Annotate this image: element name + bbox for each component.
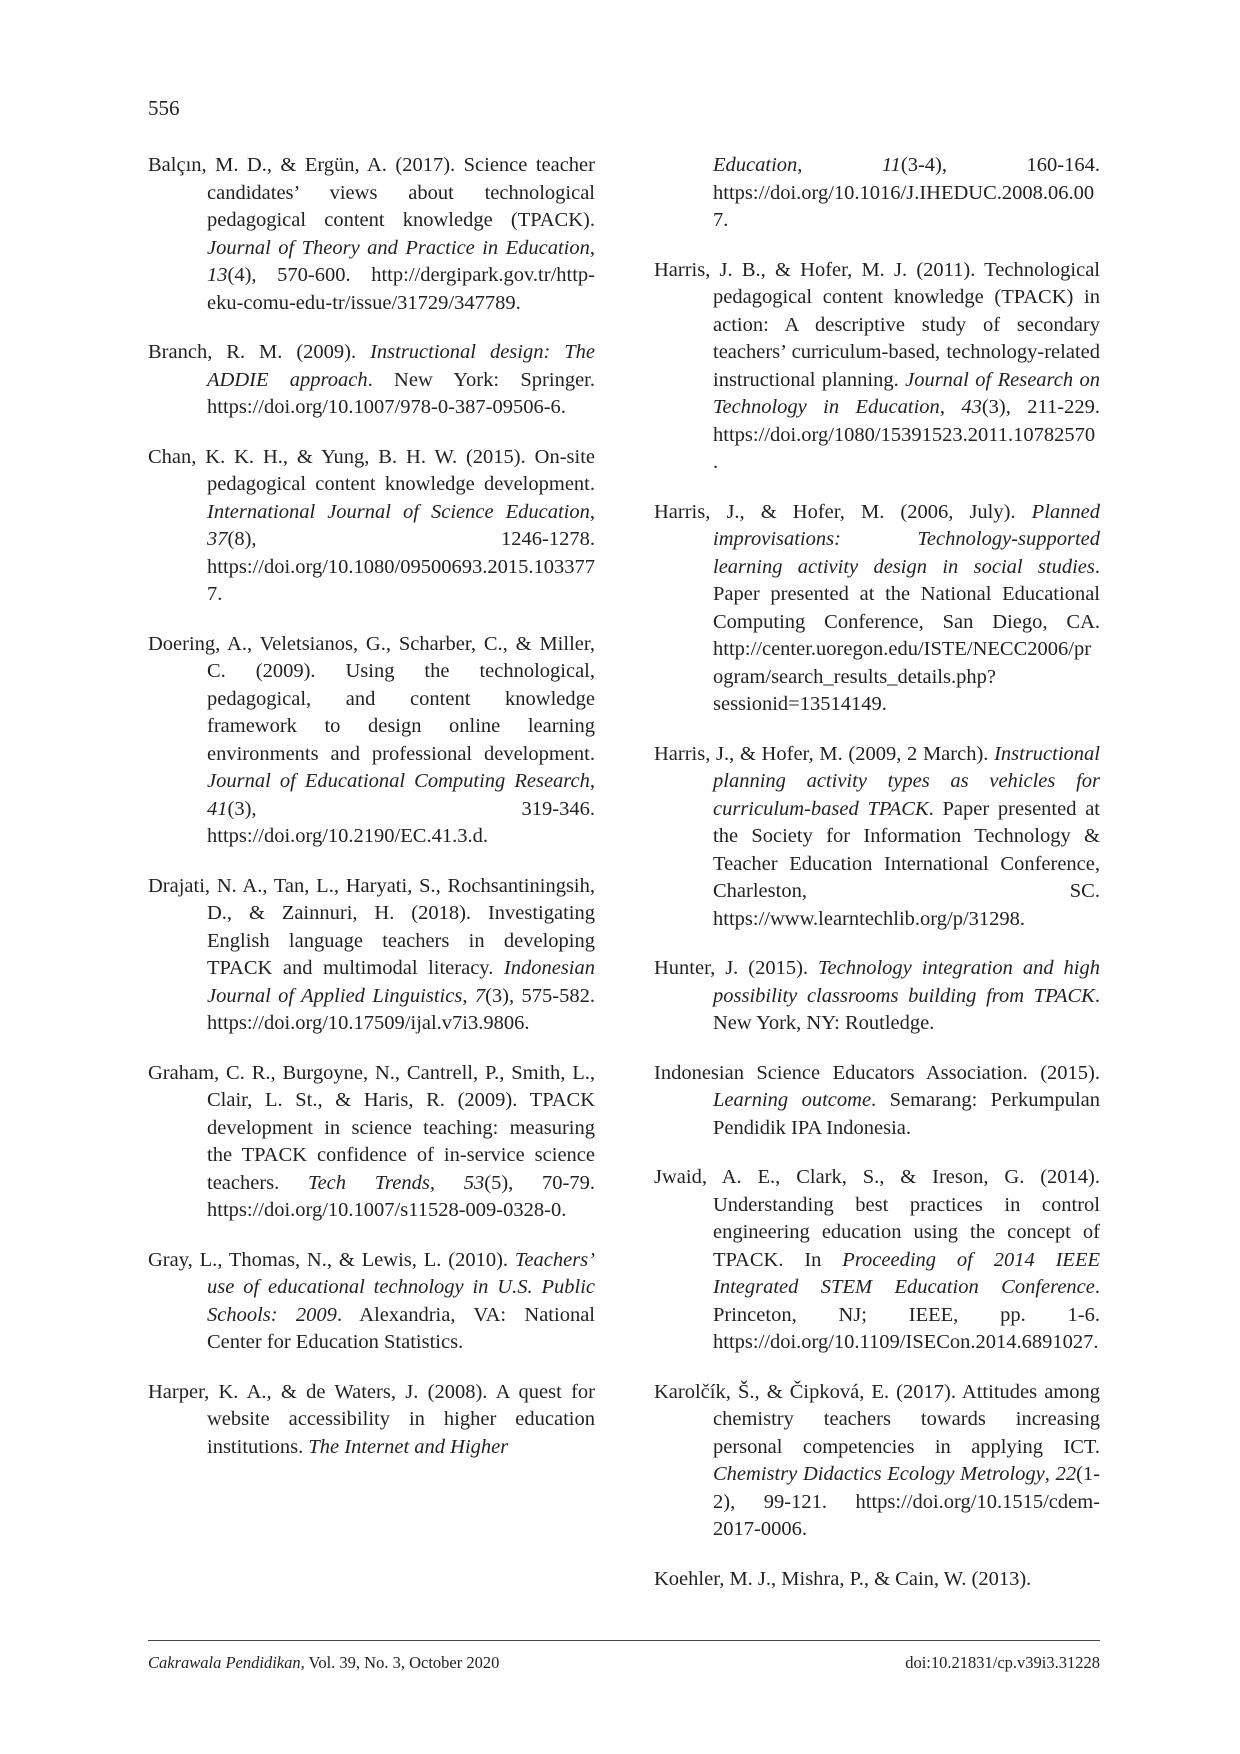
reference-italic-text: Proceeding of 2014 IEEE Integrated STEM Education Conference — [713, 1248, 1101, 1298]
reference-entry — [148, 444, 595, 609]
reference-italic-text: 7 — [474, 984, 486, 1007]
reference-text: Jwaid, A. E., Clark, S., & Ireson, G. (2014). Understanding best practices in control engineering education using the concept of TPACK. In — [654, 1166, 1100, 1271]
reference-text: Karolčík, Š., & Čipková, E. (2017). Attitudes among chemistry teachers towards increasing personal competencies in applying ICT. — [654, 1380, 1100, 1458]
reference-entry — [148, 1247, 595, 1357]
reference-text: Chan, K. K. H., & Yung, B. H. W. (2015). On-site pedagogical content knowledge development. — [148, 445, 595, 495]
reference-text: , — [589, 770, 595, 792]
reference-italic-text: 11 — [881, 154, 901, 176]
reference-italic-text: 37 — [207, 528, 228, 550]
reference-italic-text: 13 — [207, 264, 228, 286]
footer-divider — [148, 1640, 1100, 1641]
reference-text: (5), 70-79. https://doi.org/10.1007/s11528-009-0328-0. — [207, 1171, 595, 1221]
reference-text: Harris, J. B., & Hofer, M. J. (2011). Technological pedagogical content knowledge (TPACK) in action: A descriptive study of secondary teachers’ curriculum-based, technology-related instructional planning. — [654, 258, 1100, 391]
reference-text: Indonesian Science Educators Association. (2015). — [654, 1061, 1100, 1084]
reference-text: . Semarang: Perkumpulan Pendidik IPA Indonesia. — [713, 1089, 1100, 1139]
reference-text: (8), 1246-1278. https://doi.org/10.1080/09500693.2015.1033777. — [207, 528, 595, 605]
reference-italic-text: International Journal of Science Education — [207, 500, 590, 523]
reference-entry — [148, 1060, 595, 1225]
reference-italic-text: Journal of Educational Computing Research — [207, 770, 590, 792]
reference-italic-text: 41 — [207, 797, 228, 820]
reference-italic-text: Technology integration and high possibility classrooms building from TPACK — [713, 957, 1100, 1007]
reference-text: . Princeton, NJ; IEEE, pp. 1-6. https://doi.org/10.1109/ISECon.2014.6891027. — [713, 1276, 1100, 1353]
reference-entry-continued — [654, 152, 1100, 235]
footer-journal-citation — [148, 1652, 499, 1674]
reference-italic-text: The Internet and Higher — [308, 1435, 509, 1458]
reference-entry — [148, 631, 595, 851]
reference-entry — [654, 1164, 1100, 1357]
reference-text: . Alexandria, VA: National Center for Education Statistics. — [207, 1303, 595, 1353]
reference-entry — [148, 1379, 595, 1462]
reference-text: Harper, K. A., & de Waters, J. (2008). A quest for website accessibility in higher education institutions. — [148, 1380, 595, 1458]
reference-entry — [654, 741, 1100, 934]
reference-entry — [654, 257, 1100, 477]
reference-text: . New York: Springer. https://doi.org/10.1007/978-0-387-09506-6. — [207, 368, 595, 418]
references-left-column — [148, 152, 595, 1483]
reference-entry — [654, 1566, 1100, 1594]
reference-entry — [654, 499, 1100, 719]
reference-italic-text: 43 — [961, 396, 982, 418]
reference-text: Balçın, M. D., & Ergün, A. (2017). Science teacher candidates’ views about technological pedagogical content knowledge (TPACK). — [148, 154, 595, 231]
reference-text: Drajati, N. A., Tan, L., Haryati, S., Rochsantiningsih, D., & Zainnuri, H. (2018). Investigating English language teachers in developing TPACK and multimodal literacy. — [148, 874, 595, 979]
reference-italic-text: Education — [713, 154, 798, 176]
reference-italic-text: Teachers’ use of educational technology in U.S. Public Schools: 2009 — [207, 1248, 595, 1326]
reference-entry — [654, 955, 1100, 1038]
reference-text: Doering, A., Veletsianos, G., Scharber, C., & Miller, C. (2009). Using the technological, pedagogical, and content knowledge framework to design online learning environments and professional development. — [148, 632, 595, 765]
reference-text: , — [589, 500, 595, 523]
footer-journal-name: Cakrawala Pendidikan, — [148, 1653, 305, 1672]
reference-text: (4), 570-600. http://dergipark.gov.tr/http-eku-comu-edu-tr/issue/31729/347789. — [207, 264, 595, 314]
reference-text: Gray, L., Thomas, N., & Lewis, L. (2010). — [148, 1248, 515, 1271]
reference-text: Hunter, J. (2015). — [654, 957, 819, 979]
reference-text: , — [462, 984, 475, 1007]
reference-italic-text: Learning outcome — [713, 1089, 872, 1111]
reference-text: , — [939, 396, 962, 418]
footer-doi: doi:10.21831/cp.v39i3.31228 — [905, 1653, 1100, 1672]
reference-text: (3-4), 160-164. https://doi.org/10.1016/J.IHEDUC.2008.06.007. — [713, 154, 1100, 231]
reference-text: (3), 211-229. https://doi.org/1080/15391523.2011.10782570. — [713, 396, 1100, 473]
reference-italic-text: Journal of Theory and Practice in Education — [207, 236, 590, 259]
reference-italic-text: Indonesian Journal of Applied Linguistics — [207, 957, 595, 1007]
footer-issue: Vol. 39, No. 3, October 2020 — [304, 1653, 500, 1672]
reference-text: . Paper presented at the National Educational Computing Conference, San Diego, CA. http://center.uoregon.edu/ISTE/NECC2006/program/search_results_details.php?sessionid=13514149. — [713, 555, 1100, 715]
references-right-column — [654, 152, 1100, 1615]
reference-italic-text: Instructional planning activity types as vehicles for curriculum-based TPACK — [713, 742, 1100, 820]
reference-entry — [148, 339, 595, 422]
reference-text: , — [797, 154, 882, 176]
reference-text: . Paper presented at the Society for Information Technology & Teacher Education International Conference, Charleston, SC. https://www.learntechlib.org/p/31298. — [713, 797, 1100, 930]
reference-italic-text: Tech Trends, 53 — [308, 1171, 485, 1194]
reference-text: Harris, J., & Hofer, M. (2009, 2 March). — [654, 742, 995, 765]
reference-text: , — [589, 236, 595, 259]
reference-italic-text: Instructional design: The ADDIE approach — [207, 341, 595, 391]
reference-italic-text: Planned improvisations: Technology-supported learning activity design in social studies — [713, 500, 1100, 578]
reference-text: Koehler, M. J., Mishra, P., & Cain, W. (2013). — [654, 1567, 1032, 1590]
reference-italic-text: 22 — [1055, 1463, 1077, 1485]
reference-italic-text: Chemistry Didactics Ecology Metrology — [713, 1463, 1045, 1485]
reference-entry — [148, 152, 595, 317]
reference-text: , — [1044, 1463, 1056, 1485]
reference-text: (3), 319-346. https://doi.org/10.2190/EC.41.3.d. — [207, 797, 595, 847]
reference-text: Branch, R. M. (2009). — [148, 341, 371, 363]
reference-text: . New York, NY: Routledge. — [713, 984, 1100, 1034]
reference-italic-text: Journal of Research on Technology in Education — [713, 368, 1100, 418]
page-number: 556 — [148, 96, 180, 120]
reference-text: (1-2), 99-121. https://doi.org/10.1515/cdem-2017-0006. — [713, 1463, 1101, 1540]
reference-entry — [654, 1379, 1100, 1544]
reference-text: Graham, C. R., Burgoyne, N., Cantrell, P., Smith, L., Clair, L. St., & Haris, R. (2009). TPACK development in science teaching: measuring the TPACK confidence of in-service science teachers. — [148, 1061, 595, 1194]
reference-text: Harris, J., & Hofer, M. (2006, July). — [654, 500, 1032, 523]
reference-entry — [148, 873, 595, 1038]
reference-entry — [654, 1060, 1100, 1143]
reference-text: (3), 575-582. https://doi.org/10.17509/ijal.v7i3.9806. — [207, 984, 595, 1034]
